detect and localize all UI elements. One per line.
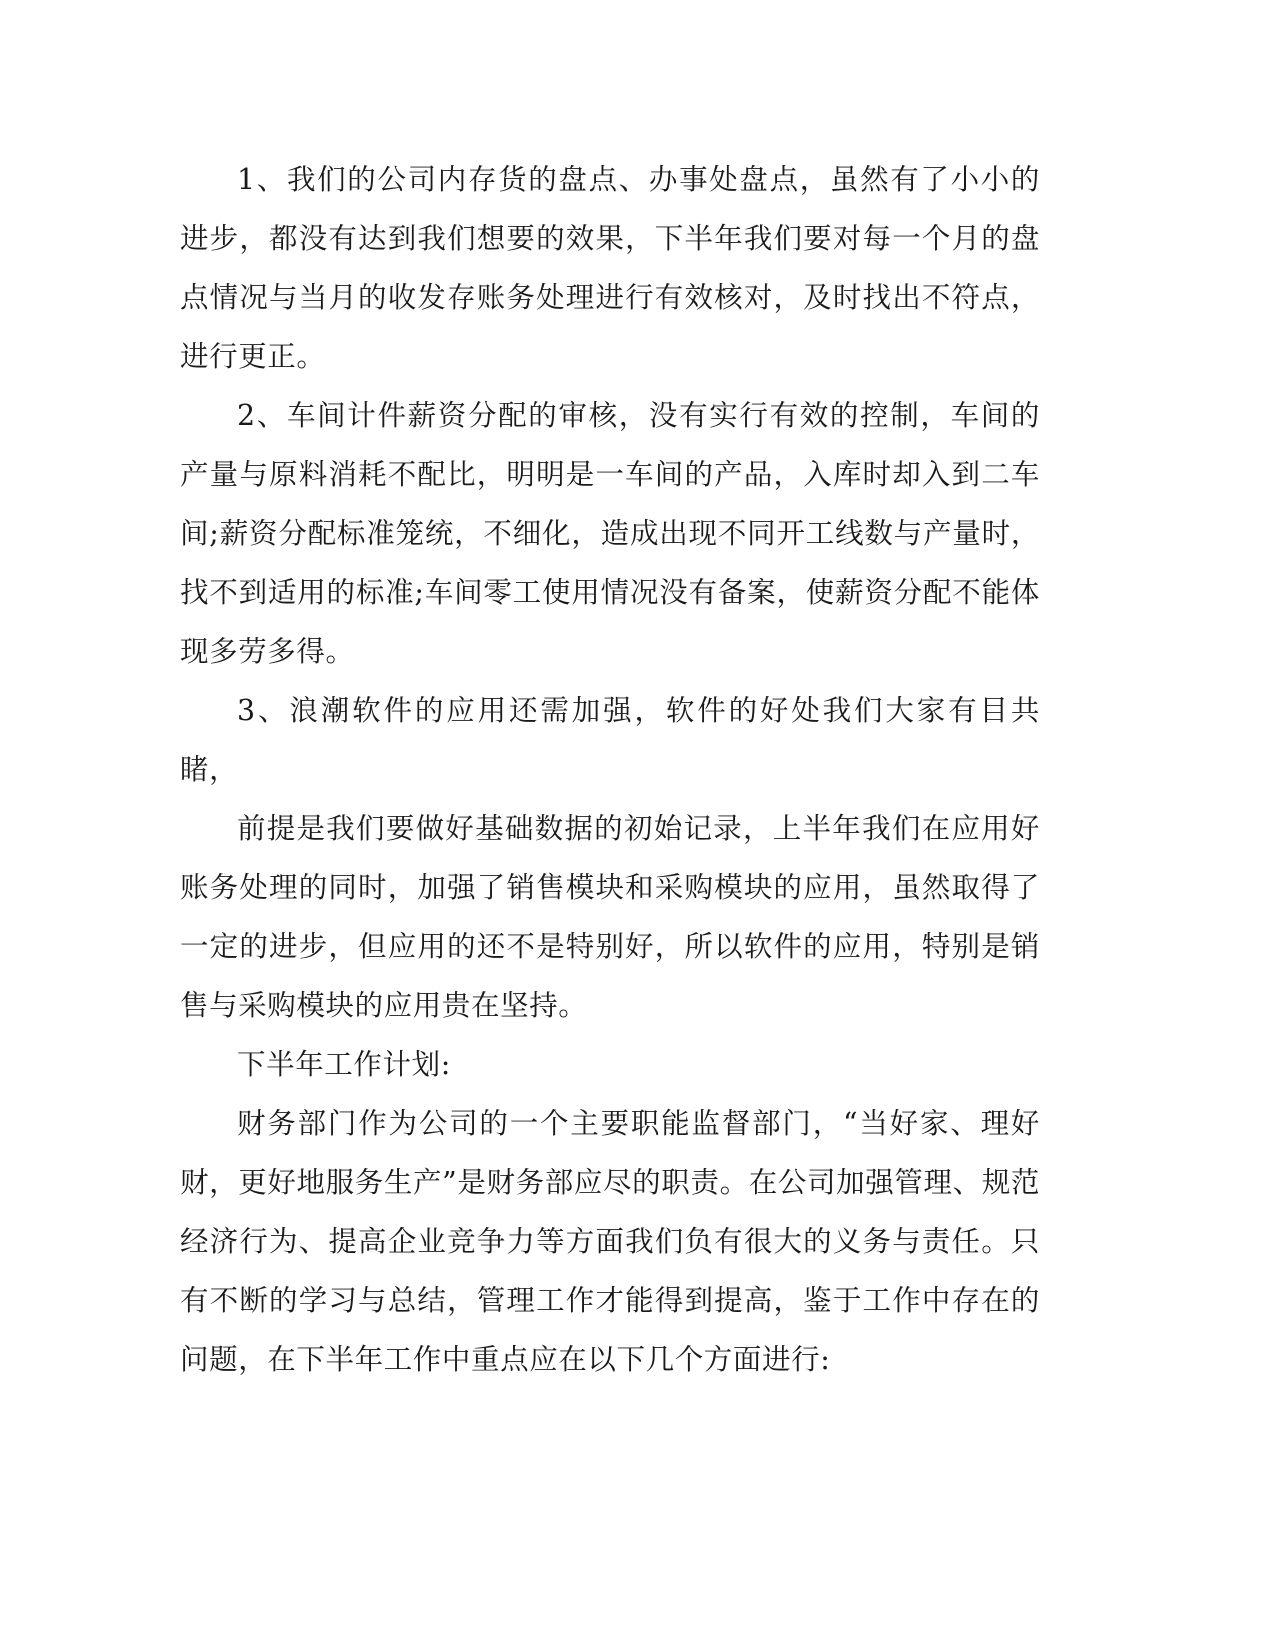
paragraph-work-plan: 财务部门作为公司的一个主要职能监督部门，“当好家、理好财，更好地服务生产”是财务部应尽的职责。在公司加强管理、规范经济行为、提高企业竞争力等方面我们负有很大的义务与责任。只有不断的学习与总结，管理工作才能得到提高，鉴于工作中存在的问题，在下半年工作中重点应在以下几个方面进行: bbox=[180, 1107, 1040, 1376]
paragraph-software-application: 3、浪潮软件的应用还需加强，软件的好处我们大家有目共睹， bbox=[180, 694, 1040, 786]
paragraph-workshop-salary: 2、车间计件薪资分配的审核，没有实行有效的控制，车间的产量与原料消耗不配比，明明是一车间的产品，入库时却入到二车间;薪资分配标准笼统，不细化，造成出现不同开工线数与产量时，找不到适用的标准;车间零工使用情况没有备案，使薪资分配不能体现多劳多得。 bbox=[180, 399, 1040, 668]
document-body bbox=[180, 150, 1040, 1389]
section-heading-work-plan: 下半年工作计划: bbox=[237, 1048, 451, 1081]
paragraph-software-detail: 前提是我们要做好基础数据的初始记录，上半年我们在应用好账务处理的同时，加强了销售模块和采购模块的应用，虽然取得了一定的进步，但应用的还不是特别好，所以软件的应用，特别是销售与采购模块的应用贵在坚持。 bbox=[180, 812, 1040, 1022]
paragraph-inventory-check: 1、我们的公司内存货的盘点、办事处盘点，虽然有了小小的进步，都没有达到我们想要的效果，下半年我们要对每一个月的盘点情况与当月的收发存账务处理进行有效核对，及时找出不符点，进行更正。 bbox=[180, 163, 1040, 373]
